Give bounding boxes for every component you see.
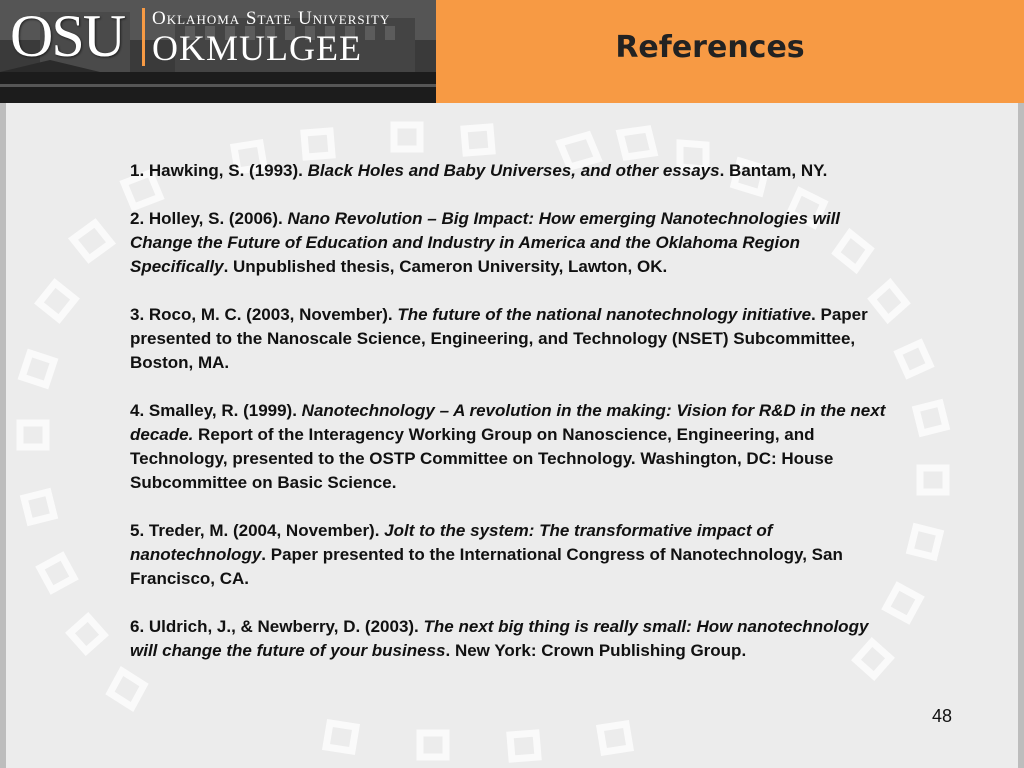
logo-divider bbox=[142, 8, 145, 66]
osu-okmulgee-logo bbox=[0, 0, 436, 103]
panel-right-edge bbox=[1018, 103, 1024, 768]
reference-6-authors: 6. Uldrich, J., & Newberry, D. (2003). bbox=[130, 617, 424, 636]
reference-item-2 bbox=[130, 207, 890, 279]
reference-3-title: The future of the national nanotechnology initiative bbox=[397, 305, 812, 324]
reference-2-title: Nano Revolution – Big Impact: How emerging Nanotechnologies will Change the Future of Education and Industry in America and the Oklahoma Region Specifically bbox=[130, 209, 841, 276]
logo-campus-text: OKMULGEE bbox=[152, 28, 362, 68]
reference-4-publisher: Report of the Interagency Working Group on Nanoscience, Engineering, and Technology, presented to the OSTP Committee on Technology. Washington, DC: House Subcommittee on Basic Science. bbox=[130, 425, 834, 492]
slide-header bbox=[0, 0, 1024, 103]
reference-3-authors: 3. Roco, M. C. (2003, November). bbox=[130, 305, 398, 324]
reference-2-publisher: . Unpublished thesis, Cameron University, Lawton, OK. bbox=[223, 257, 668, 276]
content-panel bbox=[0, 103, 1024, 768]
logo-university-text: Oklahoma State University bbox=[152, 8, 391, 29]
reference-1-publisher: . Bantam, NY. bbox=[719, 161, 828, 180]
reference-6-title: The next big thing is really small: How nanotechnology will change the future of your business bbox=[130, 617, 869, 660]
logo-osu-text: OSU bbox=[10, 3, 125, 69]
reference-item-4 bbox=[130, 399, 890, 495]
reference-3-publisher: . Paper presented to the Nanoscale Science, Engineering, and Technology (NSET) Subcommittee, Boston, MA. bbox=[130, 305, 868, 372]
reference-5-authors: 5. Treder, M. (2004, November). bbox=[130, 521, 385, 540]
reference-item-6 bbox=[130, 615, 890, 663]
reference-5-title: Jolt to the system: The transformative impact of nanotechnology bbox=[130, 521, 773, 564]
page-number: 48 bbox=[932, 706, 953, 726]
reference-item-3 bbox=[130, 303, 890, 375]
reference-5-publisher: . Paper presented to the International Congress of Nanotechnology, San Francisco, CA. bbox=[130, 545, 843, 588]
reference-item-5 bbox=[130, 519, 890, 591]
reference-4-title: Nanotechnology – A revolution in the making: Vision for R&D in the next decade. bbox=[130, 401, 886, 444]
slide-title: References bbox=[615, 30, 805, 65]
reference-2-authors: 2. Holley, S. (2006). bbox=[130, 209, 288, 228]
panel-left-edge bbox=[0, 103, 6, 768]
reference-6-publisher: . New York: Crown Publishing Group. bbox=[445, 641, 747, 660]
reference-1-title: Black Holes and Baby Universes, and other essays bbox=[307, 161, 720, 180]
reference-1-authors: 1. Hawking, S. (1993). bbox=[130, 161, 308, 180]
reference-item-1 bbox=[130, 159, 890, 183]
reference-4-authors: 4. Smalley, R. (1999). bbox=[130, 401, 302, 420]
reference-list bbox=[130, 159, 890, 687]
